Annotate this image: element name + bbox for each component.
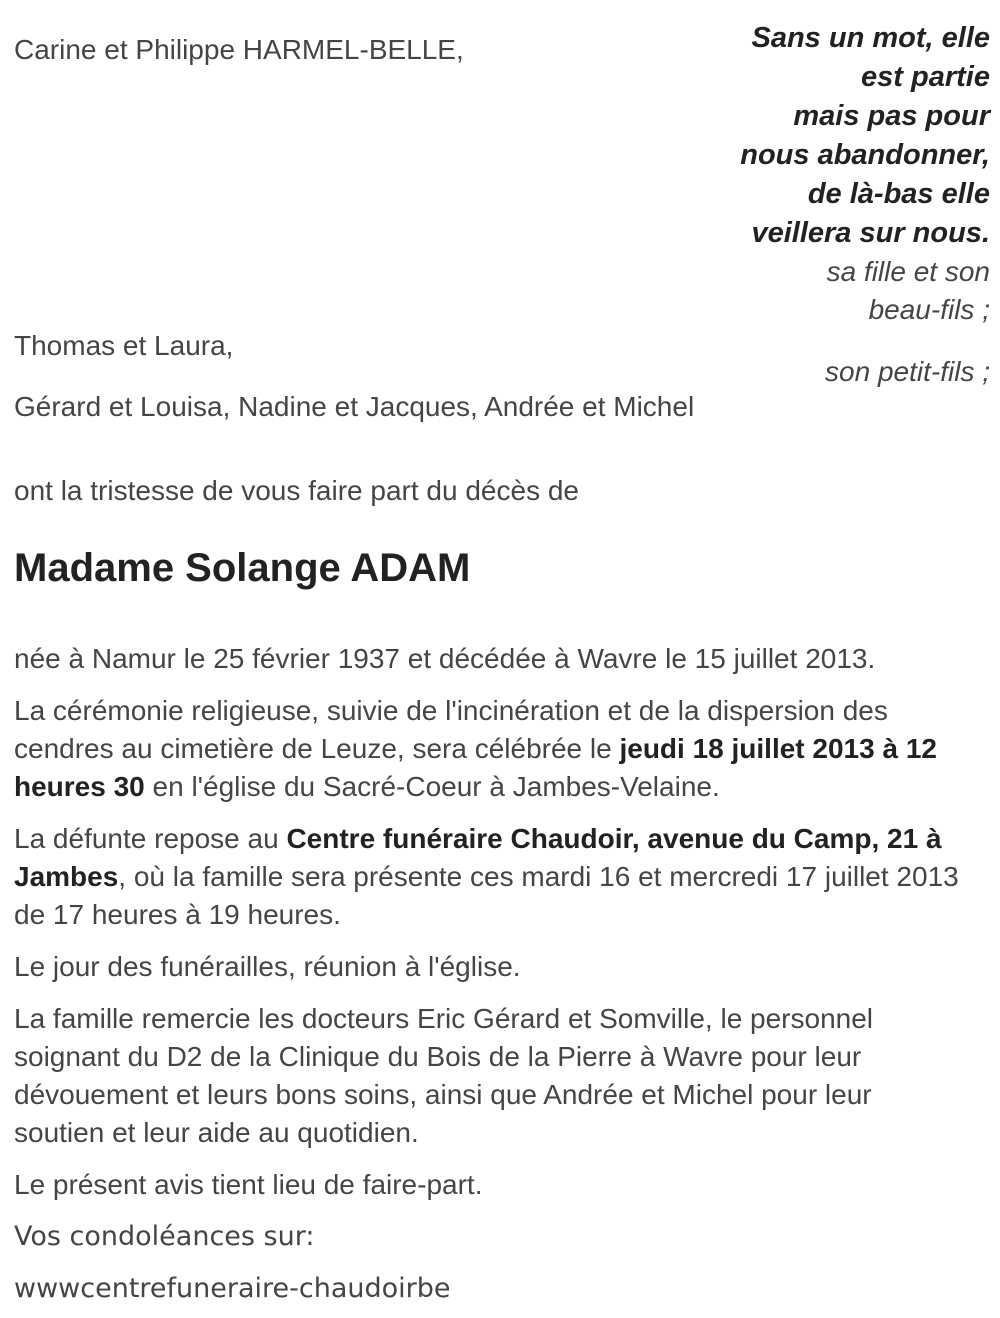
paragraph-birth-death: née à Namur le 25 février 1937 et décédée à Wavre le 15 juillet 2013. [14, 643, 876, 674]
attribution-line: sa fille et son [826, 256, 990, 287]
family-line-relatives: Gérard et Louisa, Nadine et Jacques, Andrée et Michel [14, 391, 695, 422]
epitaph-quote-line: est partie [861, 61, 990, 93]
family-line-grandson: Thomas et Laura, [14, 330, 234, 361]
family-line-daughter: Carine et Philippe HARMEL-BELLE, [14, 34, 464, 65]
epitaph-quote-line: nous abandonner, [740, 139, 990, 171]
ceremony-text-start: La cérémonie religieuse, suivie de l'incinération et de la dispersion des cendres au cimetière de Leuze, sera célébrée le [14, 695, 888, 764]
website-line-wrap [14, 1270, 962, 1308]
repose-text-end: , où la famille sera présente ces mardi 16 et mercredi 17 juillet 2013 de 17 heures à 19 heures. [14, 861, 959, 930]
epitaph-attribution-grandson: son petit-fils ; [825, 356, 990, 387]
epitaph-quote [740, 19, 990, 253]
epitaph-quote-line: veillera sur nous. [751, 217, 990, 249]
epitaph-quote-line: de là-bas elle [807, 178, 990, 210]
deceased-name-heading: Madame Solange ADAM [14, 546, 471, 590]
paragraph-repose [14, 820, 962, 934]
attribution-line: beau-fils ; [868, 294, 990, 325]
website-link[interactable]: wwwcentrefuneraire-chaudoirbe [14, 1273, 451, 1304]
ceremony-datetime: jeudi 18 juillet 2013 à 12 heures 30 [14, 733, 937, 802]
epitaph-quote-line: Sans un mot, elle [751, 22, 990, 54]
funeral-home-address: Centre funéraire Chaudoir, avenue du Camp, 21 à Jambes [14, 823, 942, 892]
epitaph-quote-line: mais pas pour [793, 100, 990, 132]
epitaph-attribution-daughter [740, 253, 990, 329]
paragraph-funeral-day: Le jour des funérailles, réunion à l'église. [14, 951, 521, 982]
paragraph-thanks: La famille remercie les docteurs Eric Gérard et Somville, le personnel soignant du D2 de la Clinique du Bois de la Pierre à Wavre pour leur dévouement et leurs bons soins, ainsi que Andrée et Michel pour leur soutien et leur aide au quotidien. [14, 1003, 874, 1148]
announcement-lead-line: ont la tristesse de vous faire part du décès de [14, 475, 579, 506]
notice-body [14, 640, 962, 1318]
paragraph-notice: Le présent avis tient lieu de faire-part. [14, 1169, 483, 1200]
epitaph-block [740, 19, 990, 391]
ceremony-text-end: en l'église du Sacré-Coeur à Jambes-Velaine. [144, 771, 720, 802]
paragraph-ceremony [14, 692, 962, 806]
paragraph-condolences: Vos condoléances sur: [14, 1221, 315, 1252]
repose-text-start: La défunte repose au [14, 823, 287, 854]
